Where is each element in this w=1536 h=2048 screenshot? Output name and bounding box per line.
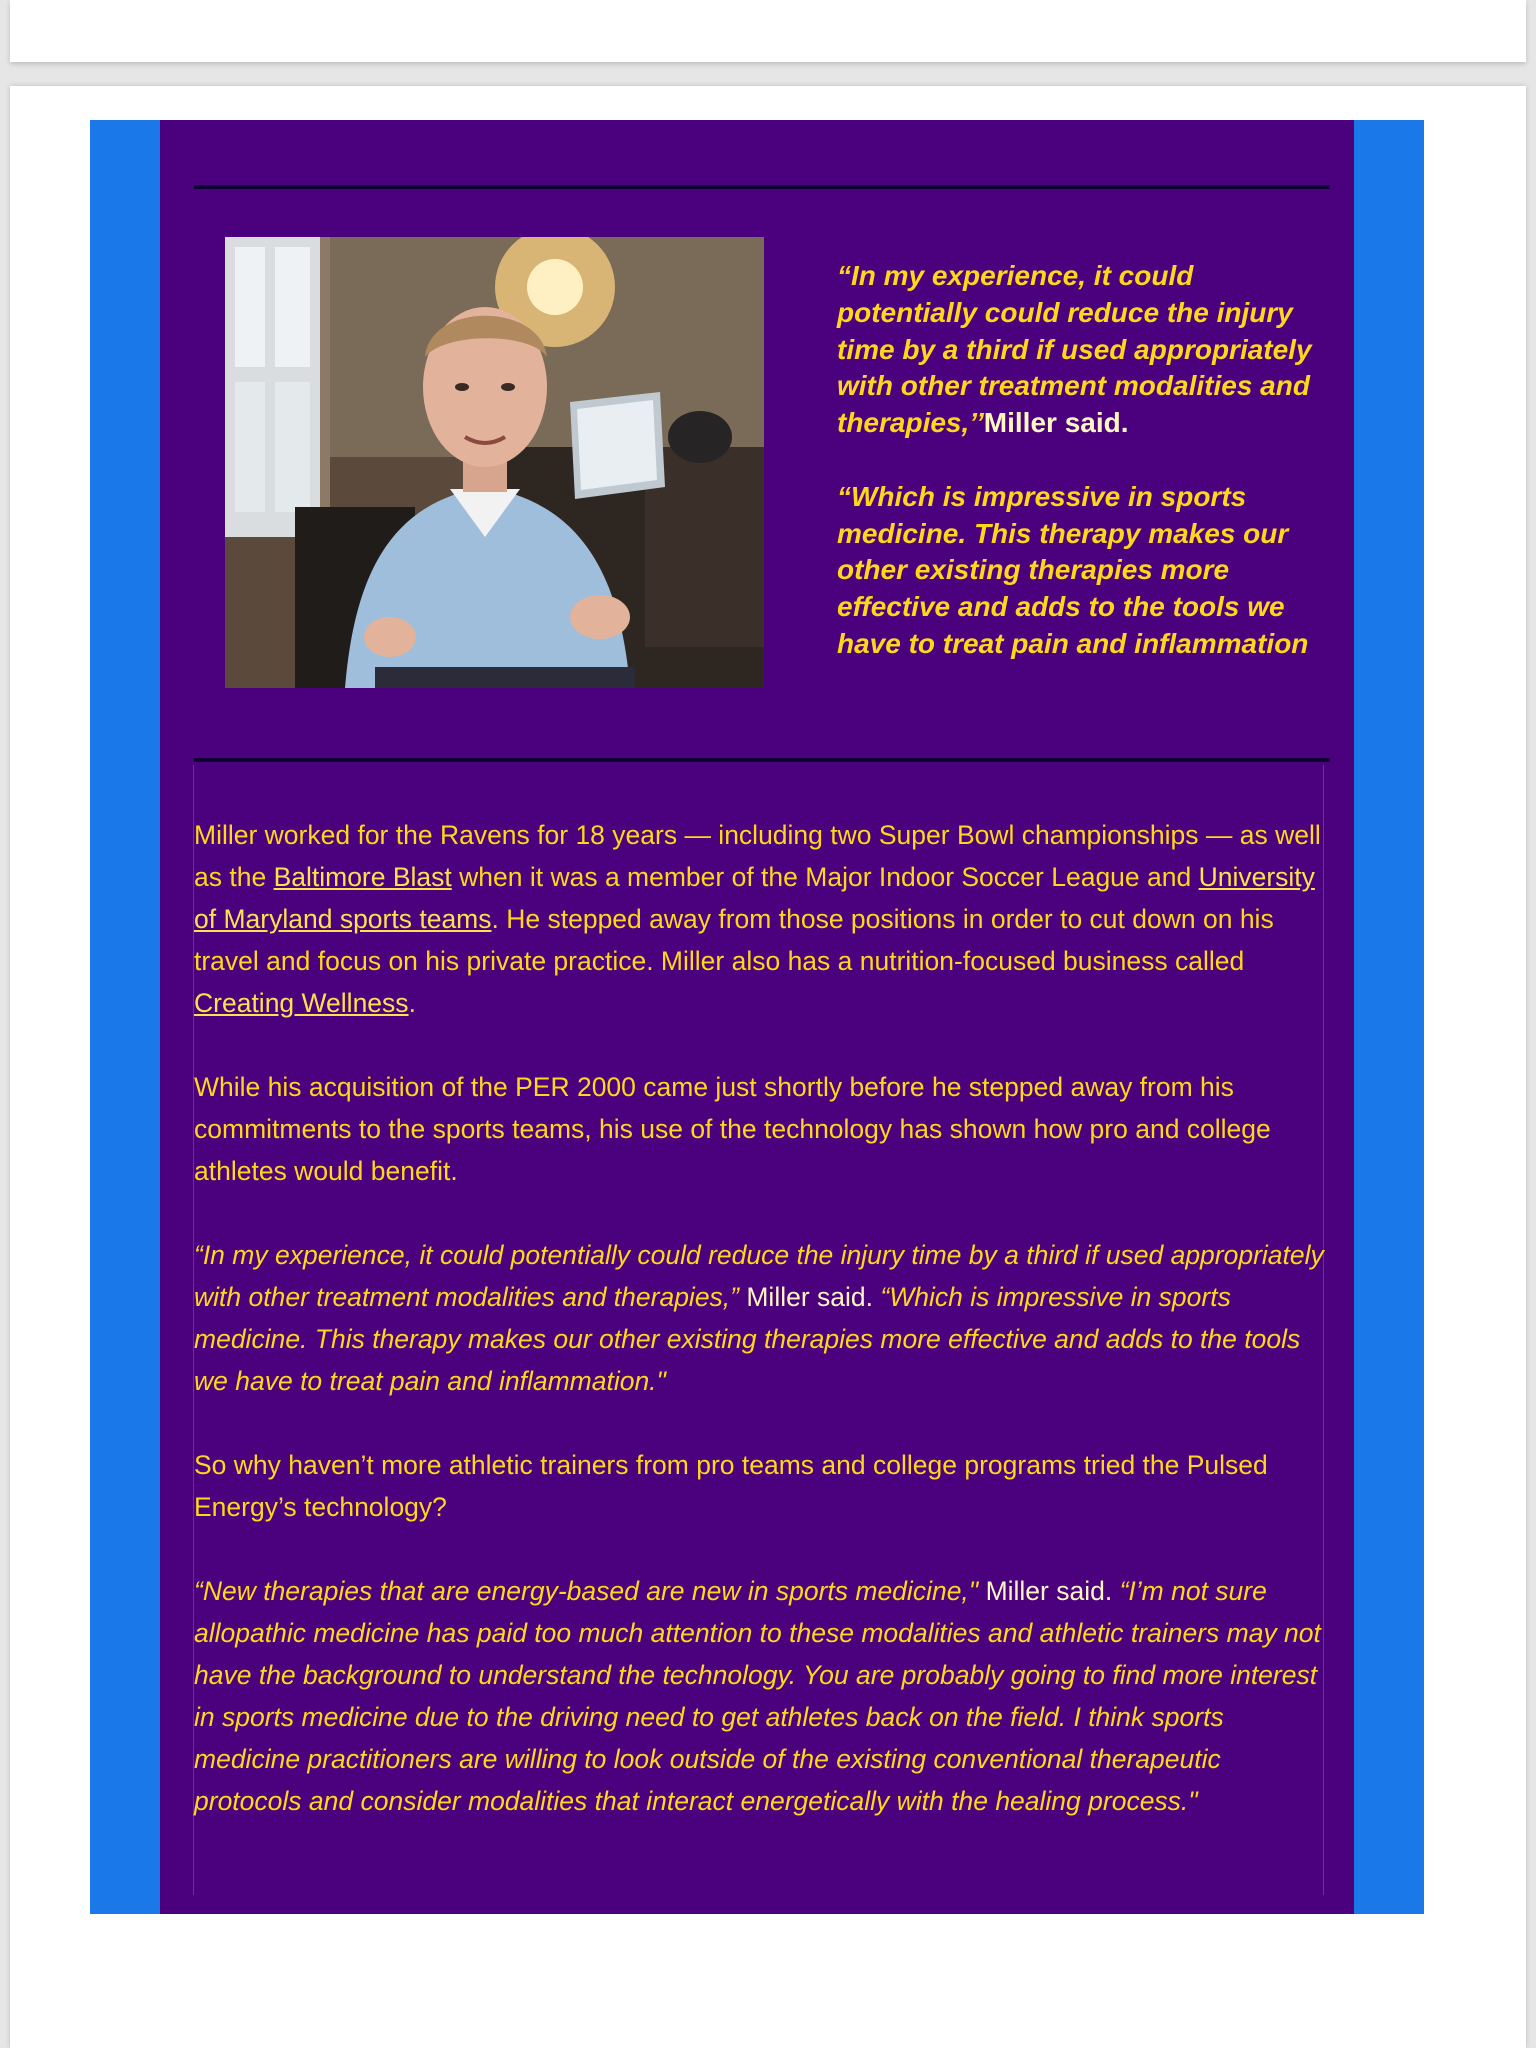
pull-quote-1-attribution: Miller said. bbox=[983, 407, 1129, 439]
p3-quote-1: “In my experience, it could potentially could reduce the injury time by a third if used appropriately with other treatment modalities and therapies,” bbox=[194, 1240, 1324, 1312]
p1-text-b: when it was a member of the Major Indoor Soccer League and bbox=[451, 862, 1199, 892]
p5-quote-2: “I’m not sure allopathic medicine has paid too much attention to these modalities and athletic trainers may not have the background to understand the technology. You are probably going to find more interest in sports medicine due to the driving need to get athletes back on the field. I think sports medicine practitioners are willing to look outside of the existing conventional therapeutic protocols and consider modalities that interact energetically with the healing process." bbox=[194, 1576, 1321, 1816]
pull-quote-paragraph-2 bbox=[837, 479, 1332, 663]
pull-quote-paragraph-1 bbox=[837, 258, 1332, 442]
p3-attribution: Miller said. bbox=[739, 1282, 881, 1312]
p5-quote-1: “New therapies that are energy-based are new in sports medicine," bbox=[194, 1576, 979, 1606]
bottom-divider-rule bbox=[194, 758, 1330, 762]
article-paragraph-2: While his acquisition of the PER 2000 came just shortly before he stepped away from his commitments to the sports teams, his use of the technology has shown how pro and college athletes would benefit. bbox=[194, 1072, 1271, 1186]
p1-text-a: Miller worked for the Ravens for 18 years — including two Super Bowl championships — as well as the bbox=[194, 820, 1321, 892]
article-body bbox=[194, 814, 1334, 1822]
university-of-maryland-link[interactable]: University of Maryland sports teams bbox=[194, 862, 1315, 934]
pull-quote-2-text: “Which is impressive in sports medicine. This therapy makes our other existing therapies more effective and adds to the tools we have to treat pain and inflammation bbox=[837, 480, 1309, 659]
article-photo bbox=[225, 237, 764, 688]
article-paragraph-5 bbox=[194, 1570, 1334, 1822]
previous-page-edge bbox=[10, 0, 1526, 62]
creating-wellness-link[interactable]: Creating Wellness bbox=[194, 988, 409, 1018]
p1-text-c: . He stepped away from those positions in order to cut down on his travel and focus on his private practice. Miller also has a nutrition-focused business called bbox=[194, 904, 1274, 976]
article-paragraph-4: So why haven’t more athletic trainers from pro teams and college programs tried the Pulsed Energy’s technology? bbox=[194, 1450, 1268, 1522]
article-paragraph-3 bbox=[194, 1234, 1334, 1402]
baltimore-blast-link[interactable]: Baltimore Blast bbox=[273, 862, 452, 892]
top-divider-rule bbox=[194, 185, 1330, 189]
pull-quote-1-text: “In my experience, it could potentially could reduce the injury time by a third if used appropriately with other treatment modalities and therapies,’’ bbox=[837, 260, 1312, 439]
photo-of-man-in-office-icon bbox=[225, 237, 764, 688]
p5-attribution: Miller said. bbox=[978, 1576, 1120, 1606]
p1-text-d: . bbox=[408, 988, 416, 1018]
article-paragraph-1 bbox=[194, 814, 1334, 1024]
p3-quote-2: “Which is impressive in sports medicine. This therapy makes our other existing therapies more effective and adds to the tools we have to treat pain and inflammation." bbox=[194, 1282, 1301, 1396]
pull-quote-block bbox=[837, 258, 1332, 663]
